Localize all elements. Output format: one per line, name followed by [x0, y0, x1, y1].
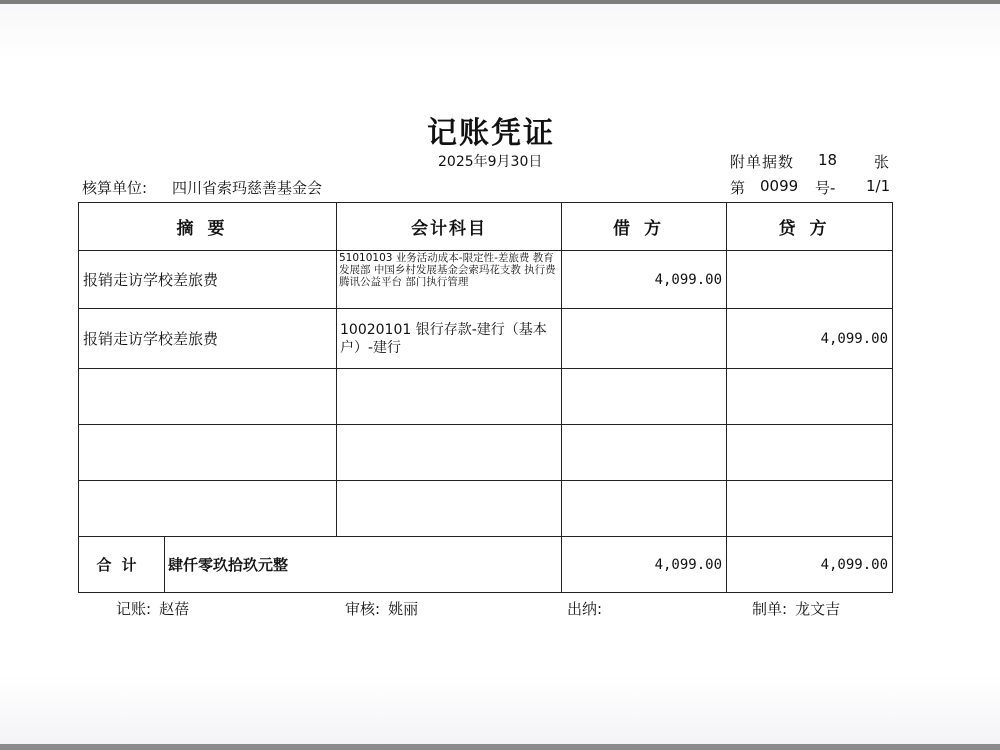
voucher-table [78, 202, 893, 593]
empty-cell [79, 481, 337, 537]
bookkeeper-name: 赵蓓 [159, 600, 190, 618]
accounting-unit-label: 核算单位: [82, 179, 148, 197]
reviewer-name: 姚丽 [388, 600, 419, 618]
signature-bookkeeper [116, 598, 189, 619]
table-row [79, 251, 893, 309]
scan-edge-top [0, 0, 1000, 4]
empty-cell [727, 369, 893, 425]
empty-row [79, 481, 893, 537]
empty-cell [337, 481, 562, 537]
empty-cell [727, 481, 893, 537]
row-credit: 4,099.00 [727, 309, 893, 369]
signature-preparer [752, 598, 840, 619]
signature-reviewer [345, 598, 418, 619]
row-debit: 4,099.00 [562, 251, 727, 309]
row-credit [727, 251, 893, 309]
attachment-count: 18 [818, 151, 838, 169]
empty-row [79, 425, 893, 481]
attachment-label: 附单据数 [730, 153, 795, 171]
accounting-unit-value: 四川省索玛慈善基金会 [172, 179, 323, 197]
empty-cell [79, 369, 337, 425]
empty-cell [727, 425, 893, 481]
total-row [79, 537, 893, 593]
empty-cell [337, 425, 562, 481]
empty-cell [337, 369, 562, 425]
voucher-date: 2025年9月30日 [438, 154, 543, 170]
total-amount-in-words: 肆仟零玖拾玖元整 [165, 537, 562, 593]
empty-cell [562, 369, 727, 425]
empty-cell [562, 481, 727, 537]
total-credit: 4,099.00 [727, 537, 893, 593]
row-debit [562, 309, 727, 369]
voucher-no-suffix: 号- [815, 179, 836, 197]
preparer-label: 制单: [752, 600, 788, 618]
voucher-no-page: 1/1 [866, 177, 891, 195]
attachment-unit: 张 [874, 153, 890, 171]
voucher-no-prefix: 第 [730, 179, 746, 197]
reviewer-label: 审核: [345, 600, 381, 618]
preparer-name: 龙文吉 [795, 600, 841, 618]
signature-cashier [567, 598, 610, 619]
row-account: 51010103 业务活动成本-限定性-差旅费 教育发展部 中国乡村发展基金会索玛花支教 执行费 腾讯公益平台 部门执行管理 [337, 251, 562, 309]
table-header-row [79, 203, 893, 251]
cashier-label: 出纳: [567, 600, 603, 618]
table-row [79, 309, 893, 369]
bookkeeper-label: 记账: [116, 600, 152, 618]
row-summary: 报销走访学校差旅费 [79, 251, 337, 309]
voucher-no-number: 0099 [760, 177, 799, 195]
header-summary: 摘要 [79, 203, 337, 251]
header-account: 会计科目 [337, 203, 562, 251]
empty-cell [562, 425, 727, 481]
total-debit: 4,099.00 [562, 537, 727, 593]
empty-row [79, 369, 893, 425]
row-account: 10020101 银行存款-建行（基本户）-建行 [337, 309, 562, 369]
total-label: 合计 [79, 537, 165, 593]
voucher-title: 记账凭证 [427, 116, 555, 151]
row-summary: 报销走访学校差旅费 [79, 309, 337, 369]
header-debit: 借方 [562, 203, 727, 251]
empty-cell [79, 425, 337, 481]
scan-edge-bottom [0, 744, 1000, 750]
header-credit: 贷方 [727, 203, 893, 251]
